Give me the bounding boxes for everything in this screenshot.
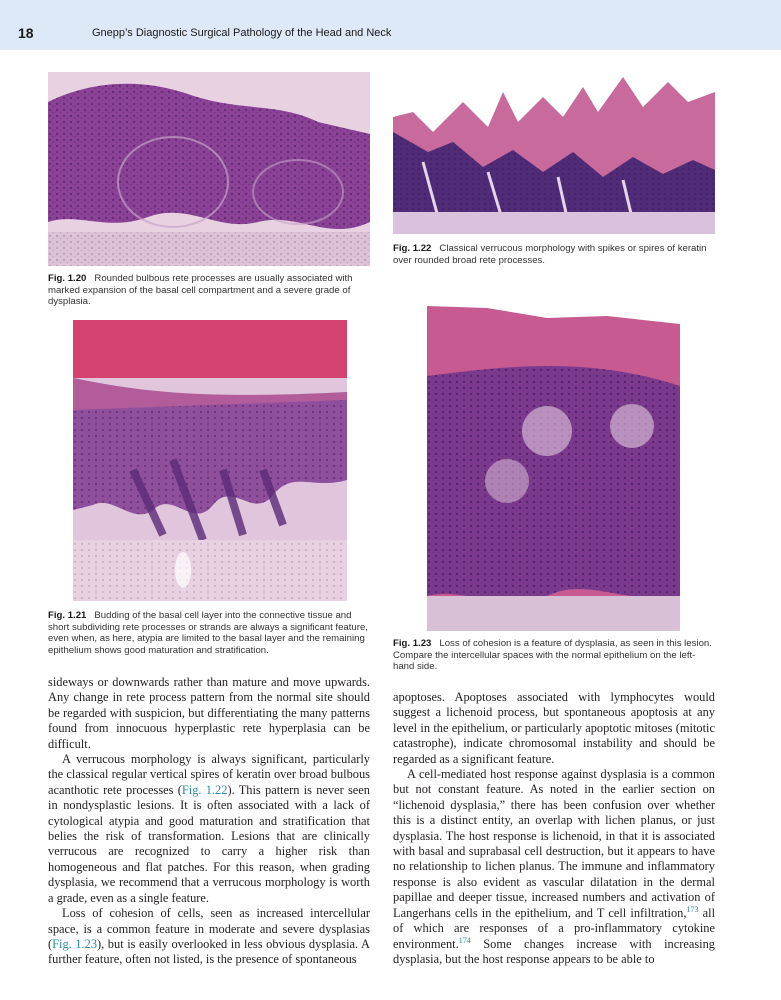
citation-link[interactable]: 173	[686, 904, 699, 914]
figure-1-22-caption: Fig. 1.22 Classical verrucous morphology with spikes or spires of keratin over rounded broad rete processes.	[393, 243, 707, 266]
right-text-column	[393, 690, 715, 967]
figure-1-22-micrograph	[393, 72, 715, 234]
paragraph: apoptoses. Apoptoses associated with lymphocytes would suggest a lichenoid process, but spontaneous apoptosis at any level in the epithelium, or particularly apoptotic mitoses (mitotic catastrophe), indicate chromosomal instability and should be regarded as a significant feature.	[393, 690, 715, 766]
page-header	[0, 0, 781, 50]
running-title: Gnepp’s Diagnostic Surgical Pathology of the Head and Neck	[92, 27, 392, 39]
citation-link[interactable]: 174	[458, 935, 471, 945]
figure-reference-link[interactable]: Fig. 1.22	[181, 782, 228, 797]
figure-1-23-caption: Fig. 1.23 Loss of cohesion is a feature of dysplasia, as seen in this lesion. Compare the intercellular spaces with the normal epithelium on the left-hand side.	[393, 638, 712, 673]
figure-label: Fig. 1.22	[393, 243, 432, 254]
figure-1-20-micrograph	[48, 72, 370, 266]
paragraph: sideways or downwards rather than mature and move upwards. Any change in rete process pattern from the normal site should be regarded with suspicion, but differentiating the many patterns found from innocuous hyperplastic rete hyperplasia can be difficult.	[48, 675, 370, 751]
figure-1-21-micrograph	[73, 320, 347, 601]
figure-1-21-caption: Fig. 1.21 Budding of the basal cell layer into the connective tissue and short subdividing rete processes or strands are always a significant feature, even when, as here, atypia are limited to the basal layer and the remaining epithelium shows good maturation and stratification.	[48, 610, 368, 656]
figure-1-20-caption: Fig. 1.20 Rounded bulbous rete processes are usually associated with marked expansion of the basal cell compartment and a severe grade of dysplasia.	[48, 273, 353, 308]
figure-label: Fig. 1.20	[48, 273, 87, 284]
paragraph: Loss of cohesion of cells, seen as increased intercellular space, is a common feature in moderate and severe dysplasias (Fig. 1.23), but is easily overlooked in less obvious dysplasia. A further feature, often not listed, is the presence of spontaneous	[48, 906, 370, 967]
figure-1-23-micrograph	[427, 296, 680, 631]
paragraph: A cell-mediated host response against dysplasia is a common but not constant feature. As noted in the earlier section on “lichenoid dysplasia,” there has been confusion over whether this is a distinct entity, an overlap with lichen planus, or just dysplasia. The host response is lichenoid, in that it is associated with basal and suprabasal cell destruction, but it appears to have no relationship to lichen planus. The immune and inflammatory response is also evident as vascular dilatation in the dermal papillae and deeper tissue, increased numbers and activation of Langerhans cells in the epithelium, and T cell infiltration,$^{173}$ all of which are responses of a pro-inflammatory cytokine environment.$^{174}$ Some changes increase with increasing dysplasia, but the host response appears to be able to	[393, 767, 716, 966]
figure-label: Fig. 1.21	[48, 610, 87, 621]
paragraph: A verrucous morphology is always significant, particularly the classical regular vertical spires of keratin over broad bulbous acanthotic rete processes (Fig. 1.22). This pattern is never seen in nondysplastic lesions. It is often associated with a lack of cytological atypia and good maturation and stratification that belies the risk of transformation. Lesions that are clinically verrucous are recognized to carry a higher risk than homogeneous and flat patches. For this reason, when grading dysplasia, we recommend that a verrucous morphology is worth a grade, even as a single feature.	[48, 752, 370, 905]
page-number: 18	[18, 25, 34, 41]
figure-reference-link[interactable]: Fig. 1.23	[52, 936, 98, 951]
figure-label: Fig. 1.23	[393, 638, 432, 649]
left-text-column	[48, 675, 370, 968]
